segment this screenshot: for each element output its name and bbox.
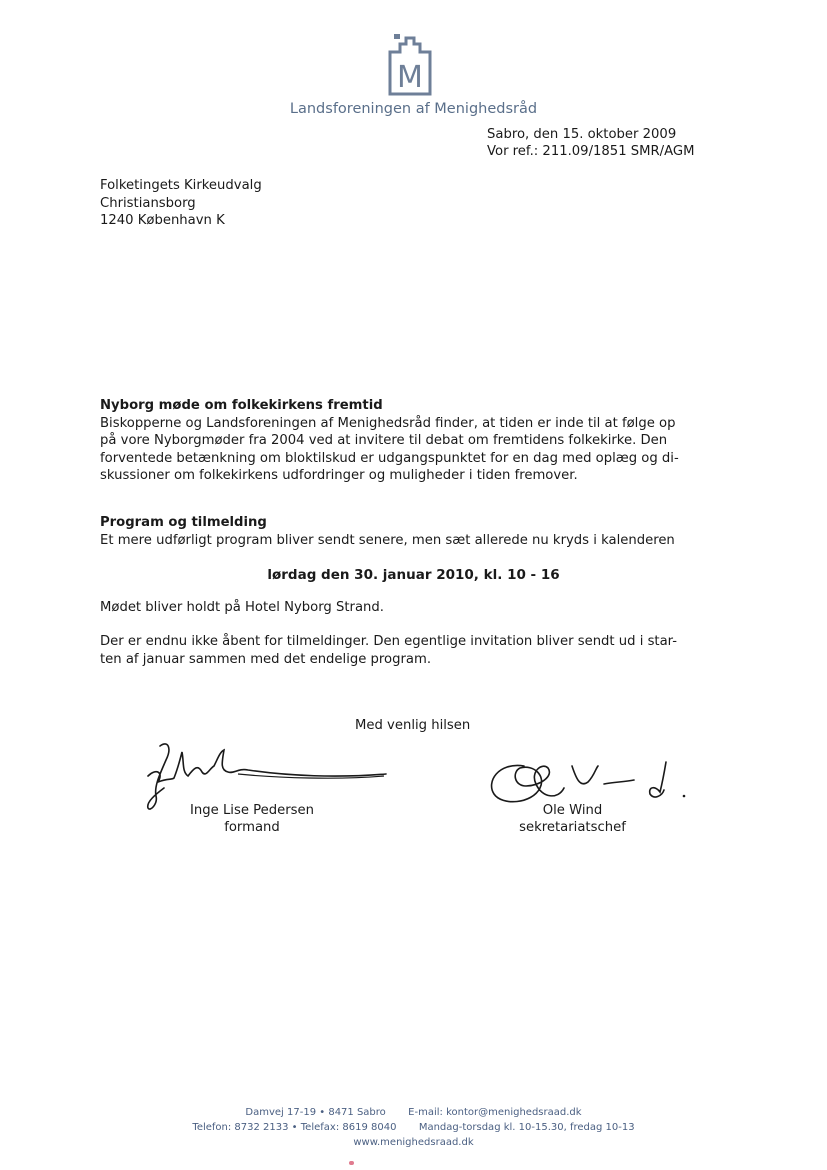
section-heading: Nyborg møde om folkekirkens fremtid [100, 398, 383, 413]
signatory-name: Inge Lise Pedersen [190, 803, 314, 818]
venue-line: Mødet bliver holdt på Hotel Nyborg Strand. [100, 600, 384, 615]
place-date: Sabro, den 15. oktober 2009 [487, 127, 677, 142]
recipient-address [100, 177, 262, 230]
organization-logo [386, 32, 434, 96]
recipient-line: Folketingets Kirkeudvalg [100, 178, 262, 193]
footer-email[interactable]: E-mail: kontor@menighedsraad.dk [408, 1107, 582, 1118]
footer-website-link[interactable]: www.menighedsraad.dk [353, 1137, 474, 1148]
closing-greeting: Med venlig hilsen [355, 718, 471, 733]
paragraph-line: ten af januar sammen med det endelige program. [100, 651, 432, 667]
signatory-pedersen [180, 803, 324, 836]
footer-address: Damvej 17-19 • 8471 Sabro [245, 1107, 386, 1118]
footer-hours: Mandag-torsdag kl. 10-15.30, fredag 10-13 [418, 1122, 635, 1133]
scan-speck [349, 1161, 354, 1165]
section-heading: Program og tilmelding [100, 515, 267, 530]
paragraph-line: forventede betænkning om bloktilskud er udgangspunktet for en dag med oplæg og di- [100, 450, 679, 466]
signatory-wind [500, 803, 645, 836]
recipient-line: Christiansborg [100, 195, 196, 211]
signatory-title: formand [224, 819, 280, 835]
letter-footer [0, 1105, 827, 1150]
letter-meta [487, 126, 695, 160]
paragraph-line: på vore Nyborgmøder fra 2004 ved at invitere til debat om fremtidens folkekirke. Den [100, 433, 668, 448]
section-program [100, 514, 712, 549]
paragraph-line: Et mere udførligt program bliver sendt senere, men sæt allerede nu kryds i kalenderen [100, 532, 675, 548]
section-nyborg [100, 397, 712, 485]
organization-name: Landsforeningen af Menighedsråd [289, 101, 538, 117]
signatory-name: Ole Wind [542, 803, 603, 818]
paragraph-line: skussioner om folkekirkens udfordringer og muligheder i tiden fremover. [100, 468, 578, 483]
svg-text:M: M [397, 60, 423, 95]
footer-phones: Telefon: 8732 2133 • Telefax: 8619 8040 [192, 1122, 397, 1133]
paragraph-line: Biskopperne og Landsforeningen af Menighedsråd finder, at tiden er inde til at følge op [100, 415, 676, 431]
signatory-title: sekretariatschef [519, 819, 626, 835]
paragraph-line: Der er endnu ikke åbent for tilmeldinger. Den egentlige invitation bliver sendt ud i star- [100, 634, 678, 649]
event-date: lørdag den 30. januar 2010, kl. 10 - 16 [267, 567, 560, 583]
recipient-line: 1240 København K [100, 213, 225, 228]
invitation-paragraph [100, 633, 712, 668]
reference: Vor ref.: 211.09/1851 SMR/AGM [487, 144, 695, 159]
